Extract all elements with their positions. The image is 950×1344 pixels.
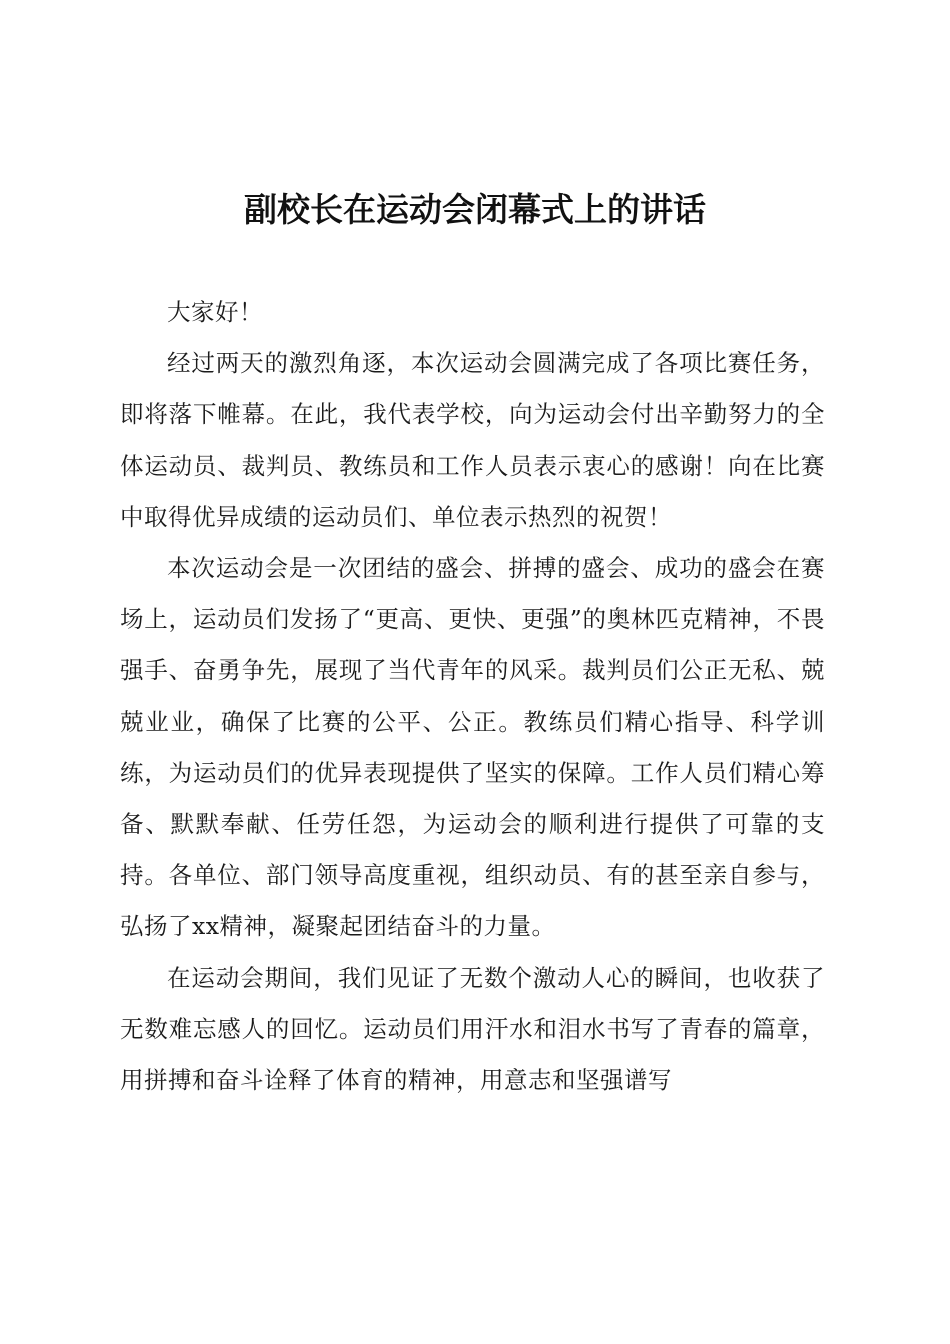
paragraph: 在运动会期间，我们见证了无数个激动人心的瞬间，也收获了无数难忘感人的回忆。运动员们用汗水和泪水书写了青春的篇章，用拼搏和奋斗诠释了体育的精神，用意志和坚强谱写 [120,963,825,1095]
paragraph: 经过两天的激烈角逐，本次运动会圆满完成了各项比赛任务，即将落下帷幕。在此，我代表学校，向为运动会付出辛勤努力的全体运动员、裁判员、教练员和工作人员表示衷心的感谢！向在比赛中取得优异成绩的运动员们、单位表示热烈的祝贺！ [120,349,825,531]
document-body [120,287,825,1106]
document-title: 副校长在运动会闭幕式上的讲话 [244,190,706,229]
paragraph-greeting: 大家好！ [167,298,263,326]
paragraph: 本次运动会是一次团结的盛会、拼搏的盛会、成功的盛会在赛场上，运动员们发扬了“更高、更快、更强”的奥林匹克精神，不畏强手、奋勇争先，展现了当代青年的风采。裁判员们公正无私、兢兢业业，确保了比赛的公平、公正。教练员们精心指导、科学训练，为运动员们的优异表现提供了坚实的保障。工作人员们精心筹备、默默奉献、任劳任怨，为运动会的顺利进行提供了可靠的支持。各单位、部门领导高度重视，组织动员、有的甚至亲自参与，弘扬了xx精神，凝聚起团结奋斗的力量。 [120,554,825,941]
